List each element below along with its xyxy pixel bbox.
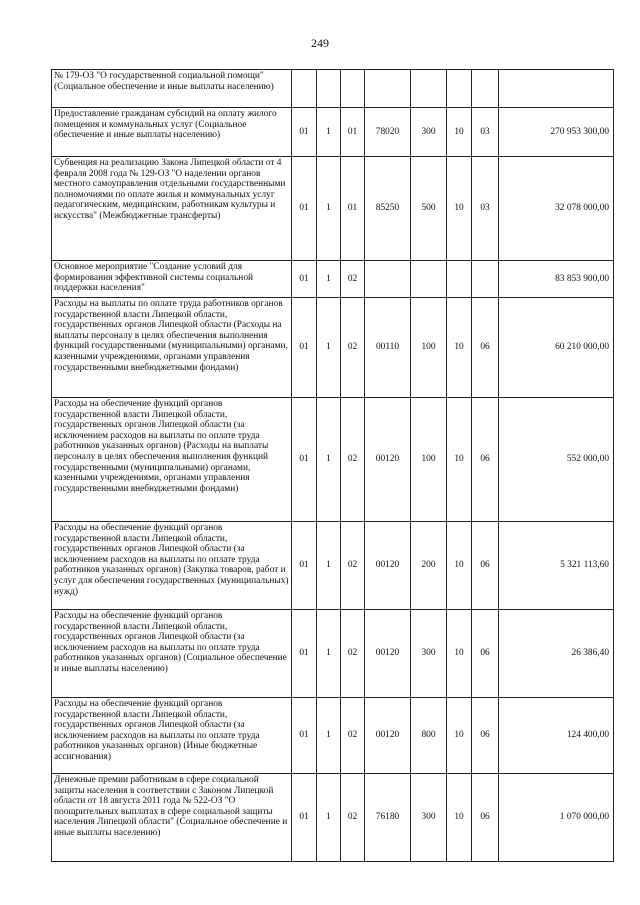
direction-code: 78020 — [365, 108, 411, 157]
subprogram-code: 1 — [317, 157, 341, 261]
amount: 270 953 300,00 — [499, 108, 614, 157]
amount: 1 070 000,00 — [499, 774, 614, 862]
table-row — [52, 398, 614, 522]
budget-table — [51, 69, 614, 862]
subprogram-code: 1 — [317, 522, 341, 610]
program-code: 01 — [292, 108, 317, 157]
direction-code — [365, 261, 411, 298]
program-code: 01 — [292, 261, 317, 298]
expense-type-code — [411, 261, 447, 298]
direction-code: 00120 — [365, 398, 411, 522]
section-code — [447, 261, 472, 298]
program-code: 01 — [292, 522, 317, 610]
program-code: 01 — [292, 157, 317, 261]
section-code: 10 — [447, 522, 472, 610]
expense-type-code — [411, 70, 447, 108]
amount: 5 321 113,60 — [499, 522, 614, 610]
subprogram-code: 1 — [317, 298, 341, 398]
table-row — [52, 108, 614, 157]
subprogram-code: 1 — [317, 698, 341, 774]
subsection-code: 03 — [472, 157, 499, 261]
subprogram-code: 1 — [317, 398, 341, 522]
table-row — [52, 70, 614, 108]
direction-code: 85250 — [365, 157, 411, 261]
amount: 60 210 000,00 — [499, 298, 614, 398]
program-code: 01 — [292, 398, 317, 522]
section-code: 10 — [447, 610, 472, 698]
subsection-code: 06 — [472, 698, 499, 774]
amount: 124 400,00 — [499, 698, 614, 774]
subprogram-code: 1 — [317, 774, 341, 862]
event-code: 01 — [341, 157, 365, 261]
program-code: 01 — [292, 774, 317, 862]
event-code: 02 — [341, 298, 365, 398]
direction-code: 00110 — [365, 298, 411, 398]
row-description: Расходы на обеспечение функций органов государственной власти Липецкой области, государственных органов Липецкой области (за исключением расходов на выплаты по оплате труда работников указанных органов) (Расходы на выплаты персоналу в целях обеспечения выполнения функций государственными (муниципальными) органами, казенными учреждениями, органами управления государственными внебюджетными фондами) — [52, 398, 292, 522]
program-code: 01 — [292, 698, 317, 774]
subsection-code: 06 — [472, 610, 499, 698]
row-description: Основное мероприятие "Создание условий для формирования эффективной системы социальной поддержки населения" — [52, 261, 292, 298]
event-code: 02 — [341, 261, 365, 298]
event-code: 02 — [341, 774, 365, 862]
subsection-code: 06 — [472, 774, 499, 862]
expense-type-code: 500 — [411, 157, 447, 261]
event-code — [341, 70, 365, 108]
table-row — [52, 610, 614, 698]
section-code: 10 — [447, 774, 472, 862]
table-row — [52, 522, 614, 610]
row-description: Денежные премии работникам в сфере социальной защиты населения в соответствии с Законом Липецкой области от 18 августа 2011 года № 522-ОЗ "О поощрительных выплатах в сфере социальной защиты населения Липецкой области" (Социальное обеспечение и иные выплаты населению) — [52, 774, 292, 862]
page-number: 249 — [311, 36, 329, 50]
table-row — [52, 774, 614, 862]
table-row — [52, 298, 614, 398]
expense-type-code: 100 — [411, 298, 447, 398]
subsection-code — [472, 261, 499, 298]
row-description: Расходы на обеспечение функций органов государственной власти Липецкой области, государственных органов Липецкой области (за исключением расходов на выплаты по оплате труда работников указанных органов) (Социальное обеспечение и иные выплаты населению) — [52, 610, 292, 698]
event-code: 02 — [341, 610, 365, 698]
subprogram-code — [317, 70, 341, 108]
amount: 32 078 000,00 — [499, 157, 614, 261]
program-code — [292, 70, 317, 108]
expense-type-code: 200 — [411, 522, 447, 610]
direction-code: 76180 — [365, 774, 411, 862]
event-code: 01 — [341, 108, 365, 157]
amount: 83 853 900,00 — [499, 261, 614, 298]
amount — [499, 70, 614, 108]
section-code: 10 — [447, 157, 472, 261]
row-description: Расходы на выплаты по оплате труда работников органов государственной власти Липецкой области, государственных органов Липецкой области (Расходы на выплаты персоналу в целях обеспечения выполнения функций государственными (муниципальными) органами, казенными учреждениями, органами управления государственными внебюджетными фондами) — [52, 298, 292, 398]
expense-type-code: 300 — [411, 108, 447, 157]
direction-code: 00120 — [365, 698, 411, 774]
expense-type-code: 100 — [411, 398, 447, 522]
event-code: 02 — [341, 698, 365, 774]
section-code: 10 — [447, 298, 472, 398]
table-row — [52, 261, 614, 298]
table-row — [52, 698, 614, 774]
direction-code: 00120 — [365, 610, 411, 698]
subsection-code: 06 — [472, 522, 499, 610]
subprogram-code: 1 — [317, 610, 341, 698]
program-code: 01 — [292, 610, 317, 698]
section-code: 10 — [447, 698, 472, 774]
row-description: Субвенция на реализацию Закона Липецкой области от 4 февраля 2008 года № 129-ОЗ "О наделении органов местного самоуправления отдельными государственными полномочиями по оплате жилья и коммунальных услуг педагогическим, медицинским, работникам культуры и искусства" (Межбюджетные трансферты) — [52, 157, 292, 261]
section-code: 10 — [447, 398, 472, 522]
subsection-code — [472, 70, 499, 108]
expense-type-code: 300 — [411, 610, 447, 698]
subprogram-code: 1 — [317, 108, 341, 157]
row-description: № 179-ОЗ "О государственной социальной помощи" (Социальное обеспечение и иные выплаты населению) — [52, 70, 292, 108]
table-row — [52, 157, 614, 261]
event-code: 02 — [341, 398, 365, 522]
subprogram-code: 1 — [317, 261, 341, 298]
subsection-code: 06 — [472, 398, 499, 522]
event-code: 02 — [341, 522, 365, 610]
program-code: 01 — [292, 298, 317, 398]
amount: 552 000,00 — [499, 398, 614, 522]
row-description: Расходы на обеспечение функций органов государственной власти Липецкой области, государственных органов Липецкой области (за исключением расходов на выплаты по оплате труда работников указанных органов) (Закупка товаров, работ и услуг для обеспечения государственных (муниципальных) нужд) — [52, 522, 292, 610]
row-description: Предоставление гражданам субсидий на оплату жилого помещения и коммунальных услуг (Социальное обеспечение и иные выплаты населению) — [52, 108, 292, 157]
expense-type-code: 800 — [411, 698, 447, 774]
row-description: Расходы на обеспечение функций органов государственной власти Липецкой области, государственных органов Липецкой области (за исключением расходов на выплаты по оплате труда работников указанных органов) (Иные бюджетные ассигнования) — [52, 698, 292, 774]
amount: 26 386,40 — [499, 610, 614, 698]
subsection-code: 03 — [472, 108, 499, 157]
section-code: 10 — [447, 108, 472, 157]
direction-code: 00120 — [365, 522, 411, 610]
expense-type-code: 300 — [411, 774, 447, 862]
section-code — [447, 70, 472, 108]
subsection-code: 06 — [472, 298, 499, 398]
budget-table-body — [52, 70, 614, 862]
direction-code — [365, 70, 411, 108]
